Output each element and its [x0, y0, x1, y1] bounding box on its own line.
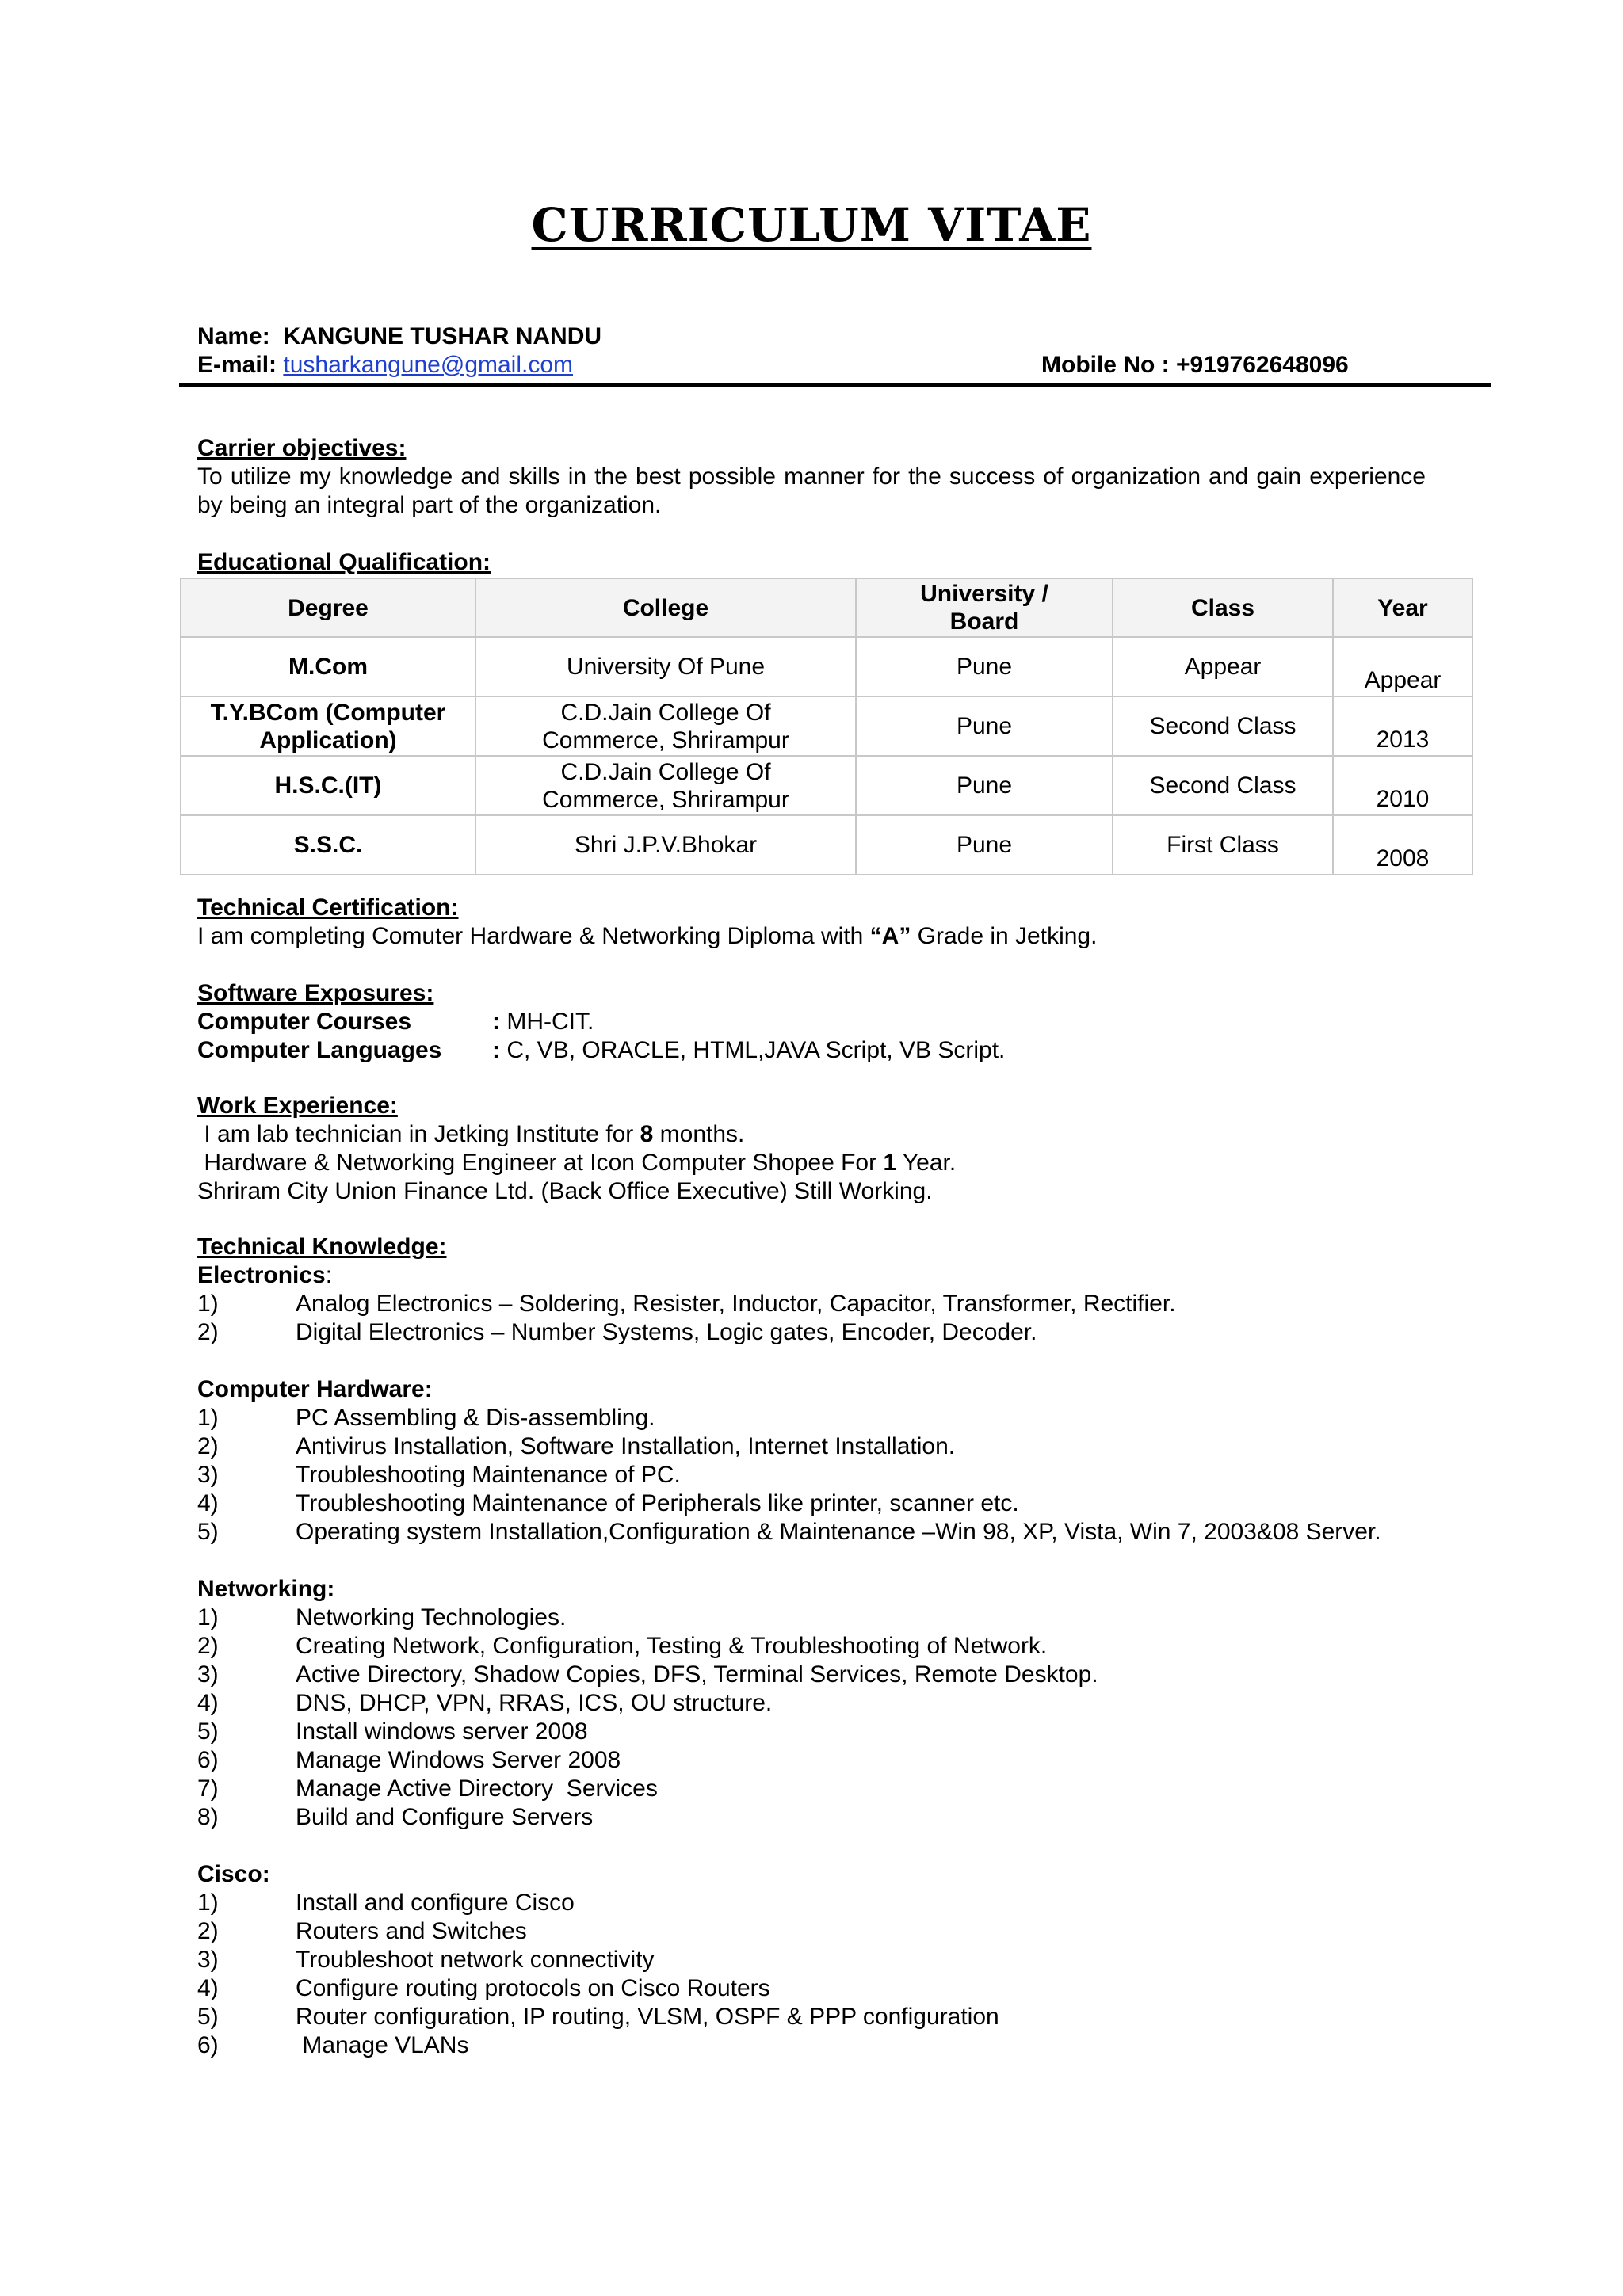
list-item-number: 2) [197, 1633, 219, 1659]
objectives-section [197, 434, 1426, 520]
networking-list [197, 1604, 1381, 1832]
work-line-1-text: I am lab technician in Jetking Institute for [197, 1121, 640, 1147]
email-line [197, 352, 573, 379]
list-item-text: DNS, DHCP, VPN, RRAS, ICS, OU structure. [296, 1690, 773, 1716]
electronics-heading-colon: : [325, 1262, 333, 1288]
list-item-number: 3) [197, 1462, 219, 1488]
list-item-text: Build and Configure Servers [296, 1804, 594, 1830]
class-cell: Second Class [1113, 756, 1333, 815]
class-cell: Appear [1113, 637, 1333, 696]
column-header: University / Board [856, 578, 1113, 637]
table-header-row [181, 578, 1472, 637]
list-item-text: Networking Technologies. [296, 1604, 567, 1630]
class-cell: Second Class [1113, 696, 1333, 756]
list-item-number: 5) [197, 1718, 219, 1745]
spacer [197, 1347, 1381, 1375]
software-heading: Software Exposures: [197, 980, 434, 1006]
list-item-number: 1) [197, 1291, 219, 1317]
degree-cell: T.Y.BCom (Computer Application) [181, 696, 475, 756]
education-section [197, 548, 491, 577]
list-item [197, 1461, 1381, 1489]
list-item-text: Troubleshooting Maintenance of PC. [296, 1462, 681, 1488]
languages-label: Computer Languages [197, 1037, 442, 1063]
list-item-number: 5) [197, 2004, 219, 2030]
email-label: E-mail: [197, 352, 277, 378]
list-item-number: 7) [197, 1775, 219, 1802]
list-item-text: Router configuration, IP routing, VLSM, OSPF & PPP configuration [296, 2004, 999, 2030]
list-item-text: Analog Electronics – Soldering, Resister, Inductor, Capacitor, Transformer, Rectifier. [296, 1291, 1176, 1317]
list-item-number: 5) [197, 1519, 219, 1545]
board-cell: Pune [856, 696, 1113, 756]
list-item [197, 1404, 1381, 1432]
college-cell: C.D.Jain College Of Commerce, Shrirampur [475, 696, 856, 756]
list-item-text: Configure routing protocols on Cisco Routers [296, 1975, 770, 2001]
electronics-list [197, 1290, 1381, 1347]
list-item-text: Troubleshoot network connectivity [296, 1947, 655, 1973]
courses-text: MH-CIT. [506, 1009, 594, 1035]
work-line [197, 1120, 956, 1149]
education-table [180, 578, 1473, 875]
year-cell: Appear [1333, 637, 1472, 696]
languages-value [492, 1036, 1005, 1065]
list-item [197, 1518, 1381, 1547]
list-item-number: 3) [197, 1661, 219, 1688]
table-row [181, 815, 1472, 875]
list-item-number: 2) [197, 1918, 219, 1944]
software-section [197, 979, 1005, 1065]
list-item [197, 1946, 1381, 1974]
list-item [197, 1318, 1381, 1347]
languages-separator: : [492, 1037, 500, 1063]
certification-text [197, 922, 1097, 951]
spacer [197, 1832, 1381, 1860]
list-item-number: 2) [197, 1319, 219, 1345]
college-cell: C.D.Jain College Of Commerce, Shrirampur [475, 756, 856, 815]
list-item [197, 1718, 1381, 1746]
table-row [181, 637, 1472, 696]
work-line-2-text: Hardware & Networking Engineer at Icon Computer Shopee For [197, 1150, 884, 1176]
list-item [197, 1432, 1381, 1461]
list-item-number: 4) [197, 1690, 219, 1716]
list-item [197, 1746, 1381, 1775]
certification-text-start: I am completing Comuter Hardware & Networking Diploma with [197, 923, 870, 949]
list-item-text: Manage Windows Server 2008 [296, 1747, 621, 1773]
certification-grade: “A” [869, 923, 911, 949]
degree-cell: M.Com [181, 637, 475, 696]
courses-value [492, 1008, 594, 1036]
list-item-number: 3) [197, 1947, 219, 1973]
list-item-number: 2) [197, 1433, 219, 1459]
list-item-text: Install and configure Cisco [296, 1890, 575, 1916]
list-item-number: 4) [197, 1975, 219, 2001]
year-cell: 2008 [1333, 815, 1472, 875]
name-line [197, 323, 601, 350]
class-cell: First Class [1113, 815, 1333, 875]
board-cell: Pune [856, 637, 1113, 696]
list-item-text: PC Assembling & Dis-assembling. [296, 1405, 655, 1431]
list-item [197, 1689, 1381, 1718]
column-header: Class [1113, 578, 1333, 637]
work-line-2-end: Year. [896, 1150, 957, 1176]
knowledge-section [197, 1233, 1381, 2060]
courses-row [197, 1008, 1005, 1036]
work-line-1-end: months. [653, 1121, 745, 1147]
electronics-heading-text: Electronics [197, 1262, 326, 1288]
list-item-text: Active Directory, Shadow Copies, DFS, Terminal Services, Remote Desktop. [296, 1661, 1098, 1688]
list-item-text: Install windows server 2008 [296, 1718, 588, 1745]
networking-heading: Networking: [197, 1576, 335, 1602]
work-heading: Work Experience: [197, 1093, 398, 1119]
table-row [181, 756, 1472, 815]
courses-separator: : [492, 1009, 500, 1035]
cisco-list [197, 1889, 1381, 2060]
list-item-text: Operating system Installation,Configuration & Maintenance –Win 98, XP, Vista, Win 7, 2003&08 Server. [296, 1519, 1381, 1545]
column-header: College [475, 578, 856, 637]
year-cell: 2010 [1333, 756, 1472, 815]
list-item-number: 6) [197, 2032, 219, 2058]
list-item [197, 1889, 1381, 1917]
list-item-number: 1) [197, 1890, 219, 1916]
spacer [197, 1547, 1381, 1575]
list-item-number: 1) [197, 1604, 219, 1630]
list-item-text: Antivirus Installation, Software Installation, Internet Installation. [296, 1433, 956, 1459]
electronics-heading [197, 1261, 1381, 1290]
certification-section [197, 894, 1097, 951]
candidate-name: KANGUNE TUSHAR NANDU [283, 323, 602, 349]
list-item [197, 2031, 1381, 2060]
languages-row [197, 1036, 1005, 1065]
email-link[interactable]: tusharkangune@gmail.com [283, 352, 574, 378]
page-title-text: CURRICULUM VITAE [531, 198, 1092, 252]
list-item [197, 1661, 1381, 1689]
objectives-text: To utilize my knowledge and skills in the best possible manner for the success of organization and gain experience by being an integral part of the organization. [197, 463, 1426, 518]
cisco-heading: Cisco: [197, 1861, 270, 1887]
work-line-1-number: 8 [640, 1121, 654, 1147]
list-item [197, 1290, 1381, 1318]
list-item-text: Troubleshooting Maintenance of Peripherals like printer, scanner etc. [296, 1490, 1019, 1516]
name-label: Name: [197, 323, 270, 349]
list-item [197, 1489, 1381, 1518]
list-item [197, 1803, 1381, 1832]
list-item [197, 1974, 1381, 2003]
certification-heading: Technical Certification: [197, 894, 459, 921]
education-heading: Educational Qualification: [197, 549, 491, 575]
list-item [197, 2003, 1381, 2031]
column-header: Degree [181, 578, 475, 637]
list-item-text: Digital Electronics – Number Systems, Logic gates, Encoder, Decoder. [296, 1319, 1037, 1345]
list-item-number: 1) [197, 1405, 219, 1431]
college-cell: University Of Pune [475, 637, 856, 696]
college-cell: Shri J.P.V.Bhokar [475, 815, 856, 875]
list-item [197, 1917, 1381, 1946]
objectives-heading: Carrier objectives: [197, 435, 407, 461]
work-line: Shriram City Union Finance Ltd. (Back Office Executive) Still Working. [197, 1178, 933, 1204]
list-item-number: 8) [197, 1804, 219, 1830]
list-item-text: Manage Active Directory Services [296, 1775, 658, 1802]
column-header: Year [1333, 578, 1472, 637]
list-item-text: Routers and Switches [296, 1918, 527, 1944]
mobile-number: Mobile No : +919762648096 [1041, 352, 1349, 378]
hardware-heading: Computer Hardware: [197, 1376, 433, 1402]
work-line [197, 1149, 956, 1177]
degree-cell: S.S.C. [181, 815, 475, 875]
board-cell: Pune [856, 756, 1113, 815]
list-item-text: Creating Network, Configuration, Testing & Troubleshooting of Network. [296, 1633, 1048, 1659]
list-item-number: 4) [197, 1490, 219, 1516]
list-item [197, 1775, 1381, 1803]
list-item [197, 1632, 1381, 1661]
work-line-2-number: 1 [883, 1150, 897, 1176]
list-item-number: 6) [197, 1747, 219, 1773]
work-section [197, 1092, 956, 1206]
degree-cell: H.S.C.(IT) [181, 756, 475, 815]
board-cell: Pune [856, 815, 1113, 875]
knowledge-heading: Technical Knowledge: [197, 1234, 447, 1260]
languages-text: C, VB, ORACLE, HTML,JAVA Script, VB Script. [506, 1037, 1006, 1063]
year-cell: 2013 [1333, 696, 1472, 756]
table-row [181, 696, 1472, 756]
page-title [0, 198, 1623, 252]
certification-text-end: Grade in Jetking. [911, 923, 1098, 949]
hardware-list [197, 1404, 1381, 1547]
list-item [197, 1604, 1381, 1632]
list-item-text: Manage VLANs [296, 2032, 469, 2058]
header-divider [179, 383, 1491, 387]
courses-label: Computer Courses [197, 1009, 412, 1035]
